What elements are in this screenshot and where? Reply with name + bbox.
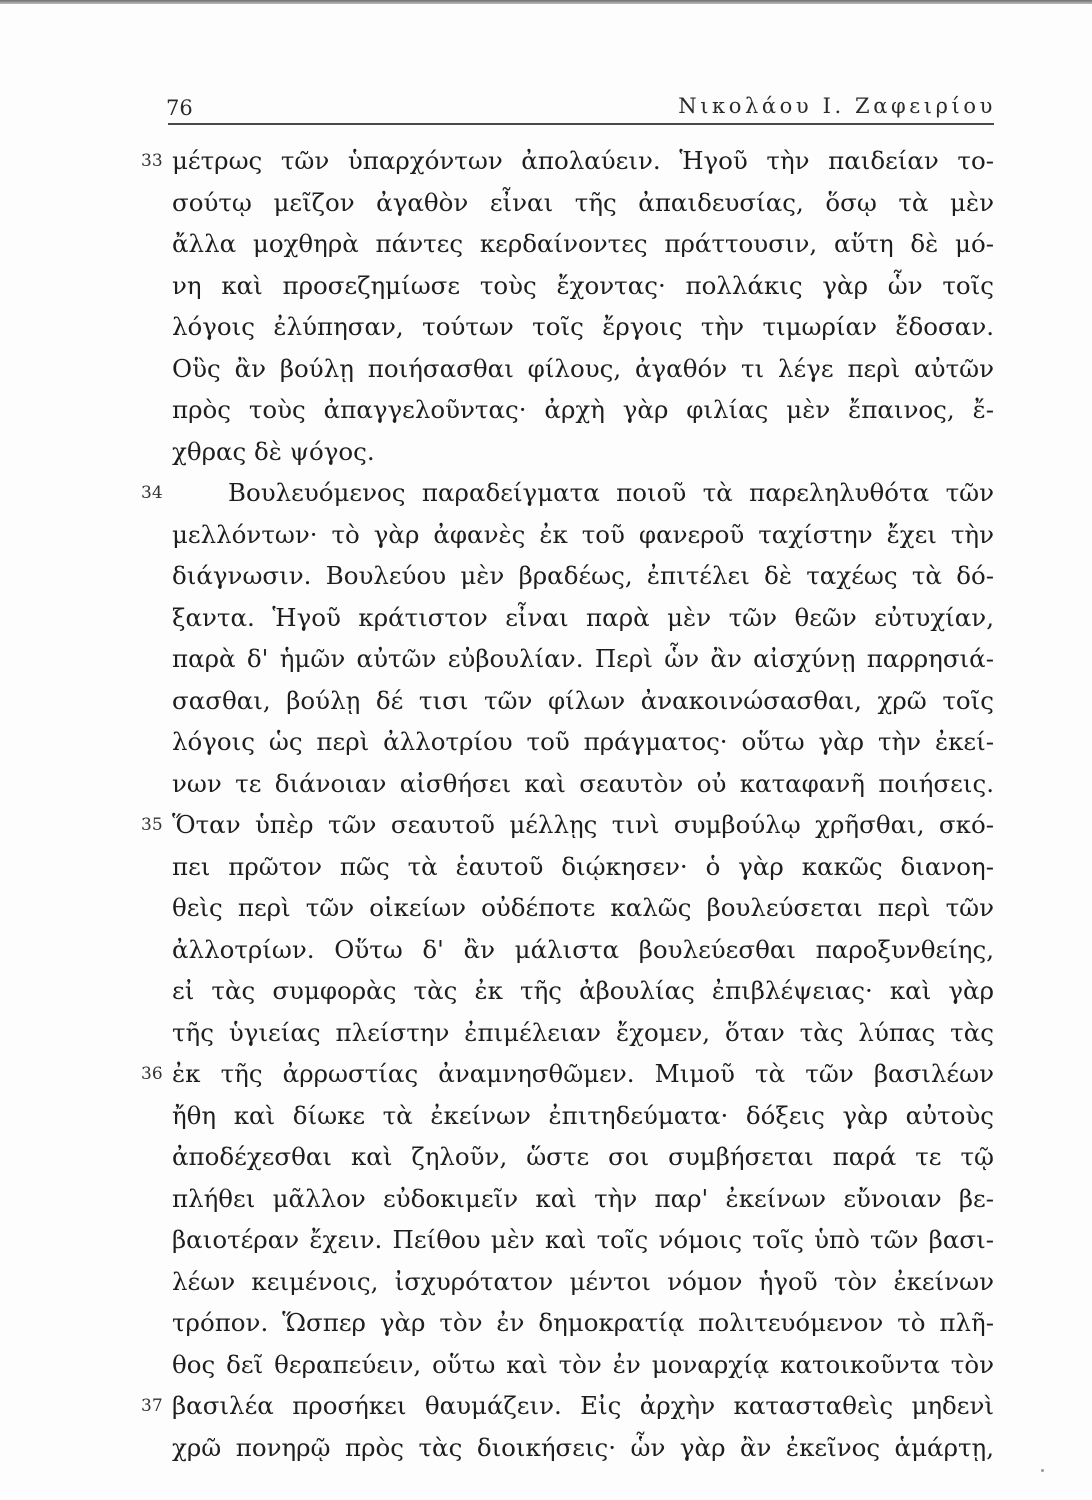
text-line — [0, 1261, 1092, 1303]
line-text: χρῶ πονηρῷ πρὸς τὰς διοικήσεις· ὧν γὰρ ἂν ἐκεῖνος ἁμάρτῃ, — [172, 1432, 994, 1462]
line-text: λέων κειμένοις, ἰσχυρότατον μέντοι νόμον ἡγοῦ τὸν ἐκείνων — [172, 1266, 994, 1296]
text-line — [0, 1178, 1092, 1220]
body-text — [0, 140, 1092, 1468]
line-text: ἄλλα μοχθηρὰ πάντες κερδαίνοντες πράττουσιν, αὕτη δὲ μό- — [172, 229, 994, 258]
text-line — [0, 1385, 1092, 1427]
text-line — [0, 804, 1092, 846]
line-text: ἐκ τῆς ἀρρωστίας ἀναμνησθῶμεν. Μιμοῦ τὰ τῶν βασιλέων — [172, 1059, 994, 1088]
line-text: ἤθη καὶ δίωκε τὰ ἐκείνων ἐπιτηδεύματα· δόξεις γὰρ αὐτοὺς — [172, 1100, 994, 1130]
line-text: βασιλέα προσήκει θαυμάζειν. Εἰς ἀρχὴν κατασταθεὶς μηδενὶ — [172, 1391, 994, 1420]
line-text: λόγοις ἐλύπησαν, τούτων τοῖς ἔργοις τὴν τιμωρίαν ἔδοσαν. — [172, 312, 994, 341]
text-line — [0, 721, 1092, 763]
page-top-edge — [0, 0, 1092, 4]
text-line — [0, 1219, 1092, 1261]
text-line — [0, 1427, 1092, 1469]
text-line — [0, 389, 1092, 431]
paper-speck — [1041, 1469, 1044, 1472]
line-text: βαιοτέραν ἔχειν. Πείθου μὲν καὶ τοῖς νόμοις τοῖς ὑπὸ τῶν βασι- — [172, 1225, 994, 1254]
line-text: μέτρως τῶν ὑπαρχόντων ἀπολαύειν. Ἡγοῦ τὴν παιδείαν το- — [172, 146, 994, 175]
text-line — [0, 846, 1092, 888]
text-line — [0, 1053, 1092, 1095]
text-line — [0, 638, 1092, 680]
text-line — [0, 1095, 1092, 1137]
line-text: ξαντα. Ἡγοῦ κράτιστον εἶναι παρὰ μὲν τῶν θεῶν εὐτυχίαν, — [172, 602, 994, 632]
text-line — [0, 597, 1092, 639]
line-text: σασθαι, βούλῃ δέ τισι τῶν φίλων ἀνακοινώσασθαι, χρῶ τοῖς — [172, 685, 994, 715]
line-text: Βουλευόμενος παραδείγματα ποιοῦ τὰ παρεληλυθότα τῶν — [228, 478, 994, 507]
line-text: πλήθει μᾶλλον εὐδοκιμεῖν καὶ τὴν παρ' ἐκείνων εὔνοιαν βε- — [172, 1183, 994, 1213]
line-text: πει πρῶτον πῶς τὰ ἑαυτοῦ διῴκησεν· ὁ γὰρ κακῶς διανοη- — [172, 851, 994, 881]
text-line — [0, 223, 1092, 265]
line-text: θεὶς περὶ τῶν οἰκείων οὐδέποτε καλῶς βουλεύσεται περὶ τῶν — [172, 893, 994, 922]
line-text: Οὓς ἂν βούλῃ ποιήσασθαι φίλους, ἀγαθόν τι λέγε περὶ αὐτῶν — [172, 353, 994, 383]
text-line — [0, 182, 1092, 224]
line-text: λόγοις ὡς περὶ ἀλλοτρίου τοῦ πράγματος· οὕτω γὰρ τὴν ἐκεί- — [172, 727, 994, 756]
running-head: Νικολάου Ι. Ζαφειρίου — [678, 94, 996, 118]
text-line — [0, 472, 1092, 514]
text-line — [0, 514, 1092, 556]
text-line — [0, 1344, 1092, 1386]
text-line — [0, 1136, 1092, 1178]
line-text: εἰ τὰς συμφορὰς τὰς ἐκ τῆς ἀβουλίας ἐπιβλέψειας· καὶ γὰρ — [172, 976, 994, 1005]
text-line — [0, 1012, 1092, 1054]
line-text: τρόπον. Ὥσπερ γὰρ τὸν ἐν δημοκρατίᾳ πολιτευόμενον τὸ πλῆ- — [172, 1308, 994, 1337]
text-line — [0, 970, 1092, 1012]
line-text: νων τε διάνοιαν αἰσθήσει καὶ σεαυτὸν οὐ καταφανῆ ποιήσεις. — [172, 768, 994, 798]
header-rule — [168, 123, 994, 125]
text-line — [0, 1302, 1092, 1344]
text-line — [0, 431, 1092, 473]
line-text: ἀλλοτρίων. Οὕτω δ' ἂν μάλιστα βουλεύεσθαι παροξυνθείης, — [172, 934, 994, 964]
text-line — [0, 348, 1092, 390]
line-text: νη καὶ προσεζημίωσε τοὺς ἔχοντας· πολλάκις γὰρ ὧν τοῖς — [172, 270, 994, 300]
text-line — [0, 265, 1092, 307]
line-text: ἀποδέχεσθαι καὶ ζηλοῦν, ὥστε σοι συμβήσεται παρά τε τῷ — [172, 1142, 994, 1171]
text-line — [0, 763, 1092, 805]
line-text: πρὸς τοὺς ἀπαγγελοῦντας· ἀρχὴ γὰρ φιλίας μὲν ἔπαινος, ἔ- — [172, 395, 994, 424]
section-number: 37 — [141, 1396, 163, 1416]
line-text: τῆς ὑγιείας πλείστην ἐπιμέλειαν ἔχομεν, ὅταν τὰς λύπας τὰς — [172, 1017, 994, 1047]
section-number: 33 — [141, 151, 163, 171]
line-text: μελλόντων· τὸ γὰρ ἀφανὲς ἐκ τοῦ φανεροῦ ταχίστην ἔχει τὴν — [172, 519, 994, 549]
text-line — [0, 140, 1092, 182]
text-line — [0, 929, 1092, 971]
line-text: θος δεῖ θεραπεύειν, οὕτω καὶ τὸν ἐν μοναρχίᾳ κατοικοῦντα τὸν — [172, 1349, 994, 1379]
line-text: παρὰ δ' ἡμῶν αὐτῶν εὐβουλίαν. Περὶ ὧν ἂν αἰσχύνῃ παρρησιά- — [172, 644, 994, 673]
text-line — [0, 306, 1092, 348]
page-number: 76 — [166, 96, 193, 120]
line-text: χθρας δὲ ψόγος. — [172, 436, 375, 466]
line-text: διάγνωσιν. Βουλεύου μὲν βραδέως, ἐπιτέλει δὲ ταχέως τὰ δό- — [172, 561, 994, 590]
section-number: 36 — [141, 1064, 163, 1084]
section-number: 34 — [141, 483, 163, 503]
line-text: σούτῳ μεῖζον ἀγαθὸν εἶναι τῆς ἀπαιδευσίας, ὅσῳ τὰ μὲν — [172, 187, 994, 217]
text-line — [0, 887, 1092, 929]
section-number: 35 — [141, 815, 163, 835]
text-line — [0, 680, 1092, 722]
line-text: Ὅταν ὑπὲρ τῶν σεαυτοῦ μέλλῃς τινὶ συμβούλῳ χρῆσθαι, σκό- — [172, 810, 994, 839]
text-line — [0, 555, 1092, 597]
page-header — [166, 88, 996, 124]
